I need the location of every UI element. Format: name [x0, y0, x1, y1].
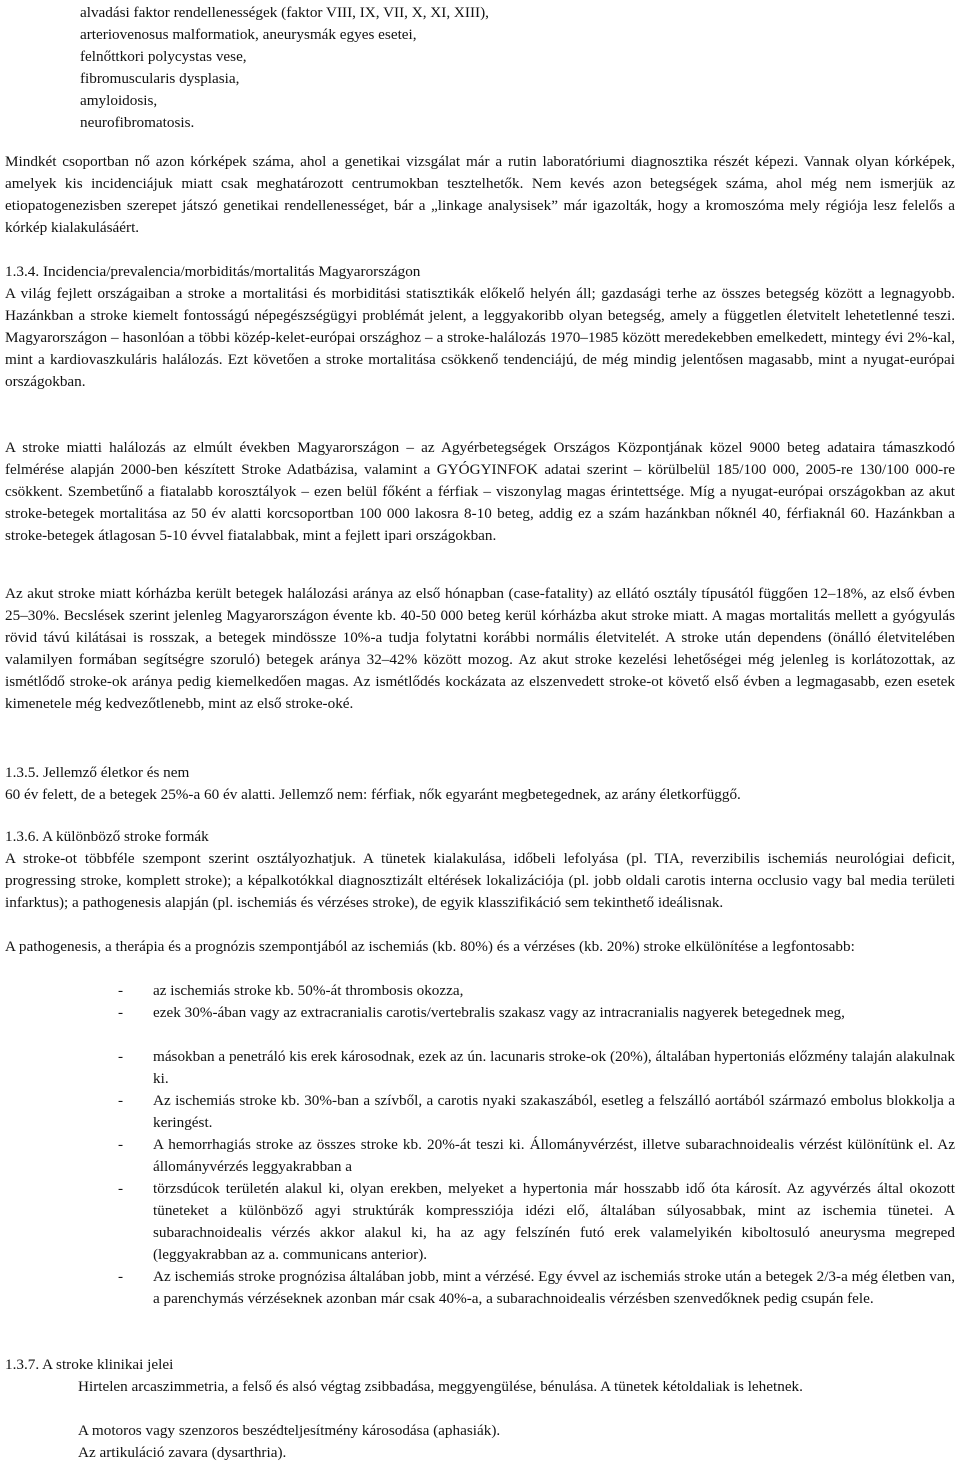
bullet-item	[120, 1046, 955, 1090]
bullet-text: ezek 30%-ában vagy az extracranialis carotis/vertebralis szakasz vagy az intracranialis nagyerek betegednek meg,	[153, 1004, 845, 1021]
bullet-text: törzsdúcok területén alakul ki, olyan erekben, melyeket a hypertonia már hosszabb idő óta károsít. Az agyvérzés által okozott tüneteket a különböző agyi struktúrák kompressziója idézi elő, általában súlyosabbak, mint az ischemia tünetei. A subarachnoidealis vérzés akkor alakul ki, ha az agy felszínén futó erek valamelyikén kiboltosuló aneurysma megreped (leggyakrabban az a. communicans anterior).	[153, 1180, 955, 1263]
bullet-item	[120, 1266, 955, 1310]
bullet-item	[120, 1178, 955, 1266]
paragraph-stroke-deaths: A stroke miatti halálozás az elmúlt években Magyarországon – az Agyérbetegségek Országos Központjának közel 9000 beteg adataira támaszkodó felmérése alapján 2000-ben készített Stroke Adatbázisa, valamint a GYÓGYINFOK adatai szerint – körülbelül 185/100 000, 2005-re 130/100 000-re csökkent. Szembetűnő a fiatalabb korosztályok – ezen belül főként a férfiak – viszonylag magas érintettsége. Míg a nyugat-európai országokban az akut stroke-betegek mortalitása az 50 év alatti korcsoportban 100 000 lakosra 8-10 beteg, addig ez a szám hazánkban nőknél 40, férfiaknál 60. Hazánkban a stroke-betegek átlagosan 5-10 évvel fiatalabbak, mint a fejlett ipari országokban.	[5, 439, 955, 544]
paragraph-classification: A stroke-ot többféle szempont szerint osztályozhatjuk. A tünetek kialakulása, időbeli lefolyása (pl. TIA, reverzibilis ischemiás neurológiai deficit, progressing stroke, komplett stroke); a képalkotókkal diagnosztizált eltérések lokalizációja (pl. jobb oldali carotis interna occlusio vagy bal media területi infarktus); a pathogenesis alapján (pl. ischemiás és vérzéses stroke), de egyik klasszifikáció sem tekinthető ideálisnak.	[5, 850, 955, 911]
paragraph-aphasia: A motoros vagy szenzoros beszédteljesítmény károsodása (aphasiák).	[78, 1422, 501, 1439]
bullet-text: A hemorrhagiás stroke az összes stroke kb. 20%-át teszi ki. Állományvérzést, illetve subarachnoidealis vérzést különítünk el. Az állományvérzés leggyakrabban a	[153, 1136, 955, 1175]
paragraph-age-sex: 60 év felett, de a betegek 25%-a 60 év alatti. Jellemző nem: férfiak, nők egyaránt megbetegednek, az arány életkorfüggő.	[5, 786, 741, 803]
bullet-text: Az ischemiás stroke kb. 30%-ban a szívből, a carotis nyaki szakaszából, esetleg a felszálló aortából származó embolus blokkolja a keringést.	[153, 1092, 955, 1131]
section-heading-1-3-7: 1.3.7. A stroke klinikai jelei	[5, 1356, 174, 1373]
bullet-dash: -	[118, 1180, 124, 1197]
paragraph-pathogenesis: A pathogenesis, a therápia és a prognózis szempontjából az ischemiás (kb. 80%) és a vérzéses (kb. 20%) stroke elkülönítése a legfontosabb:	[5, 938, 855, 955]
bullet-dash: -	[118, 1048, 124, 1065]
bullet-item	[120, 1002, 955, 1024]
bullet-item	[120, 980, 955, 1002]
bullet-dash: -	[118, 982, 124, 999]
bullet-text: az ischemiás stroke kb. 50%-át thrombosis okozza,	[153, 982, 464, 999]
bullet-dash: -	[118, 1092, 124, 1109]
list-item: felnőttkori polycystas vese,	[80, 48, 247, 65]
paragraph-clinical-signs: Hirtelen arcaszimmetria, a felső és alsó végtag zsibbadása, meggyengülése, bénulása. A tünetek kétoldaliak is lehetnek.	[78, 1378, 803, 1395]
list-item: amyloidosis,	[80, 92, 158, 109]
bullet-dash: -	[118, 1136, 124, 1153]
paragraph-genetics: Mindkét csoportban nő azon kórképek száma, ahol a genetikai vizsgálat már a rutin laboratóriumi diagnosztika részét képezi. Vannak olyan kórképek, amelyek kis incidenciájuk miatt csak meghatározott centrumokban tesztelhetők. Nem kevés azon betegségek száma, ahol még nem ismerjük az etiopatogenezisben szerepet játszó genetikai rendellenességet, bár a „linkage analysisek” már igazolták, hogy a kromoszóma mely régiója lesz felelős a kórkép kialakulásáért.	[5, 153, 955, 236]
bullet-text: Az ischemiás stroke prognózisa általában jobb, mint a vérzésé. Egy évvel az ischemiás stroke után a betegek 2/3-a még életben van, a parenchymás vérzéseknek azonban már csak 40%-a, a subarachnoidealis vérzésben szenvedőknek pedig csupán fele.	[153, 1268, 955, 1307]
section-heading-1-3-5: 1.3.5. Jellemző életkor és nem	[5, 764, 190, 781]
section-heading-1-3-4: 1.3.4. Incidencia/prevalencia/morbiditás/mortalitás Magyarországon	[5, 263, 421, 280]
bullet-item	[120, 1134, 955, 1178]
list-item: neurofibromatosis.	[80, 114, 195, 131]
paragraph-dysarthria: Az artikuláció zavara (dysarthria).	[78, 1444, 287, 1461]
paragraph-mortality: A világ fejlett országaiban a stroke a mortalitási és morbiditási statisztikák előkelő helyén áll; gazdasági terhe az összes betegség között a legnagyobb. Hazánkban a stroke kiemelt fontosságú népegészségügyi problémát jelent, a leggyakoribb olyan betegség, amely a független életvitelt lehetetlenné teszi. Magyarországon – hasonlóan a többi közép-kelet-európai országhoz – a stroke-halálozás 1970–1985 között meredekebben emelkedett, mintegy évi 2%-kal, mint a kardiovaszkuláris halálozás. Ezt követően a stroke mortalitása csökkenő tendenciájú, de még mindig jelentősen magasabb, mint a nyugat-európai országokban.	[5, 285, 955, 390]
list-item: arteriovenosus malformatiok, aneurysmák egyes esetei,	[80, 26, 417, 43]
bullet-dash: -	[118, 1004, 124, 1021]
section-heading-1-3-6: 1.3.6. A különböző stroke formák	[5, 828, 209, 845]
list-item: alvadási faktor rendellenességek (faktor VIII, IX, VII, X, XI, XIII),	[80, 4, 489, 21]
paragraph-case-fatality: Az akut stroke miatt kórházba került betegek halálozási aránya az első hónapban (case-fatality) az ellátó osztály típusától függően 12–18%, az első évben 25–30%. Becslések szerint jelenleg Magyarországon évente kb. 40-50 000 beteg kerül kórházba akut stroke miatt. A magas mortalitás mellett a gyógyulás rövid távú kilátásai is rosszak, a betegek mindössze 10%-a tudja folytatni korábbi normális életvitelét. A stroke után dependens (önálló életvitelében valamilyen formában segítségre szoruló) betegek aránya 32–42% között mozog. Az akut stroke kezelési lehetőségei még jelenleg is korlátozottak, az ismétlődő stroke-ok aránya pedig kiemelkedően magas. Az ismétlődés kockázata az elszenvedett stroke-ot követő első évben a legmagasabb, ezen esetek kimenetele még kedvezőtlenebb, mint az első stroke-oké.	[5, 585, 955, 712]
bullet-dash: -	[118, 1268, 124, 1285]
list-item: fibromuscularis dysplasia,	[80, 70, 240, 87]
bullet-text: másokban a penetráló kis erek károsodnak, ezek az ún. lacunaris stroke-ok (20%), általában hypertoniás előzmény talaján alakulnak ki.	[153, 1048, 955, 1087]
bullet-item	[120, 1090, 955, 1134]
